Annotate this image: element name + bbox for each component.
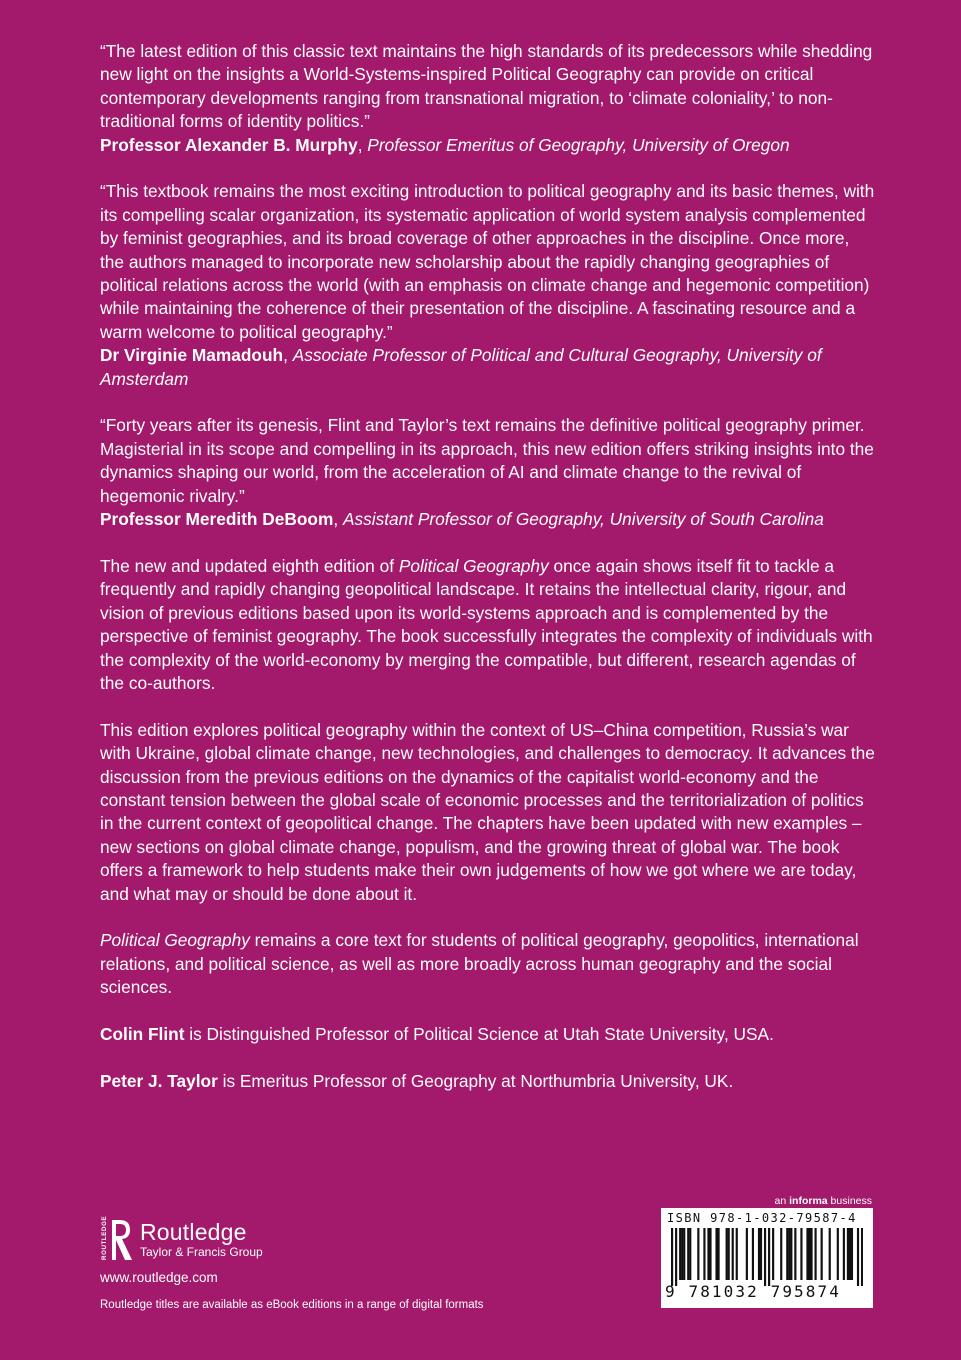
barcode-bar — [683, 1228, 685, 1280]
description-paragraph-1: The new and updated eighth edition of Political Geography once again shows itself fit to tackle a frequently and rapidly changing geopolitical landscape. It retains the intellectual clarity, rigour, and vision of previous editions based upon its world-systems approach and is complemented by the perspective of feminist geography. The book successfully integrates the complexity of individuals with the complexity of the world-economy by merging the compatible, but different, research agendas of the co-authors. — [100, 555, 873, 693]
endorser-name: Dr Virginie Mamadouh — [100, 345, 284, 366]
barcode-bar — [772, 1228, 774, 1280]
author-name: Peter J. Taylor — [100, 1070, 218, 1091]
routledge-logo — [100, 1214, 620, 1264]
informa-business-tag: an informa business — [774, 1195, 872, 1207]
endorser-name: Professor Meredith DeBoom — [100, 509, 334, 530]
barcode-bar — [746, 1228, 748, 1280]
endorsement-attribution — [100, 344, 875, 391]
endorsement-quote: “The latest edition of this classic text maintains the high standards of its predecessors while shedding new light on the insights a World-Systems-inspired Political Geography can provide on critical contemporary developments ranging from transnational migration, to ‘climate coloniality,’ to non-traditional forms of identity politics.” — [100, 41, 873, 132]
endorsement-attribution — [100, 508, 875, 531]
publisher-block — [100, 1214, 620, 1312]
barcode-bar — [760, 1228, 762, 1280]
barcode-bar — [780, 1228, 782, 1280]
publisher-group: Taylor & Francis Group — [140, 1245, 263, 1259]
author-bio-2 — [100, 1070, 875, 1093]
barcode-bar — [851, 1228, 853, 1280]
author-name: Colin Flint — [100, 1023, 185, 1044]
barcode-bar — [806, 1228, 808, 1280]
barcode-bar — [847, 1228, 849, 1280]
ebook-note: Routledge titles are available as eBook editions in a range of digital formats — [100, 1299, 484, 1311]
isbn-label: ISBN 978-1-032-79587-4 — [667, 1211, 857, 1225]
barcode-bar — [736, 1228, 738, 1280]
author-bio-1 — [100, 1023, 875, 1046]
endorsement-3 — [100, 414, 875, 531]
author-bio: is Emeritus Professor of Geography at Northumbria University, UK. — [217, 1070, 734, 1091]
barcode-bar — [752, 1228, 754, 1280]
description-paragraph-2: This edition explores political geography within the context of US–China competition, Russia’s war with Ukraine, global climate change, new technologies, and challenges to democracy. It advances the discussion from the previous editions on the dynamics of the capitalist world-economy and the constant tension between the global scale of economic processes and the territorialization of politics in the current context of geopolitical change. The chapters have been updated with new examples – new sections on global climate change, populism, and the growing threat of global war. The book offers a framework to help students make their own judgements of how we got where we are today, and what may or should be done about it. — [100, 719, 875, 904]
barcode-bar — [697, 1228, 699, 1280]
informa-brand: informa — [789, 1195, 828, 1207]
barcode-bar — [788, 1228, 790, 1280]
barcode-bar — [717, 1228, 719, 1280]
barcode-bar — [703, 1228, 705, 1280]
routledge-vertical-wordmark: ROUTLEDGE — [101, 1216, 108, 1260]
barcode-bar — [709, 1228, 711, 1280]
endorsement-attribution — [100, 134, 875, 157]
description-paragraph-3: Political Geography remains a core text for students of political geography, geopolitics, international relations, and political science, as well as more broadly across human geography and the social sciences. — [100, 930, 859, 998]
endorsement-quote: “Forty years after its genesis, Flint and Taylor’s text remains the definitive political geography primer. Magisterial in its scope and compelling in its approach, this new edition offers striking insights into the dynamics shaping our world, from the acceleration of AI and climate change to the revival of hegemonic rivalry.” — [100, 415, 874, 506]
ean-digits: 9 781032 795874 — [665, 1282, 841, 1301]
isbn-barcode — [661, 1208, 873, 1308]
barcode-bar — [810, 1228, 812, 1280]
publisher-name: Routledge — [140, 1219, 247, 1245]
barcode-bar — [843, 1228, 845, 1280]
endorser-title: Assistant Professor of Geography, University of South Carolina — [342, 509, 824, 530]
barcode-bar — [715, 1228, 717, 1280]
barcode-bar — [800, 1228, 802, 1280]
barcode-bar — [768, 1228, 770, 1286]
book-title: Political Geography — [100, 930, 250, 951]
barcode-bar — [728, 1228, 730, 1280]
barcode-icon — [671, 1228, 863, 1286]
author-bio: is Distinguished Professor of Political Science at Utah State University, USA. — [184, 1023, 774, 1044]
endorser-title: Associate Professor of Political and Cultural Geography, University of Amsterdam — [100, 345, 822, 389]
barcode-bar — [794, 1228, 796, 1280]
attribution-separator: , — [283, 345, 293, 366]
barcode-bar — [732, 1228, 734, 1280]
endorser-name: Professor Alexander B. Murphy — [100, 134, 358, 155]
barcode-bar — [675, 1228, 677, 1286]
endorser-title: Professor Emeritus of Geography, University of Oregon — [367, 134, 790, 155]
barcode-bar — [671, 1228, 673, 1286]
barcode-bar — [808, 1228, 810, 1280]
barcode-bar — [764, 1228, 766, 1286]
barcode-bar — [837, 1228, 839, 1280]
barcode-bar — [829, 1228, 831, 1280]
back-cover-text — [100, 40, 875, 1117]
barcode-bar — [790, 1228, 792, 1280]
barcode-bar — [821, 1228, 823, 1280]
publisher-url: www.routledge.com — [100, 1270, 218, 1285]
barcode-bar — [786, 1228, 788, 1280]
barcode-bar — [707, 1228, 709, 1280]
attribution-separator: , — [333, 509, 343, 530]
attribution-separator: , — [357, 134, 368, 155]
routledge-logo-icon — [100, 1216, 136, 1262]
book-title: Political Geography — [398, 555, 549, 576]
barcode-bar — [679, 1228, 681, 1280]
endorsement-quote: “This textbook remains the most exciting introduction to political geography and its basic themes, with its compelling scalar organization, its systematic application of world system analysis complemented by feminist geographies, and its broad coverage of other approaches in the discipline. Once more, the authors managed to incorporate new scholarship about the rapidly changing geographies of political relations across the world (with an emphasis on climate change and hegemonic competition) while maintaining the coherence of their presentation of the discipline. A fascinating resource and a warm welcome to political geography.” — [100, 181, 875, 342]
barcode-bar — [814, 1228, 816, 1280]
barcode-bar — [687, 1228, 689, 1280]
barcode-bar — [861, 1228, 863, 1286]
barcode-bar — [857, 1228, 859, 1286]
barcode-bar — [726, 1228, 728, 1280]
endorsement-2 — [100, 180, 875, 391]
barcode-bar — [758, 1228, 760, 1280]
barcode-bar — [849, 1228, 851, 1280]
barcode-bar — [681, 1228, 683, 1280]
barcode-bar — [689, 1228, 691, 1280]
endorsement-1 — [100, 40, 875, 157]
